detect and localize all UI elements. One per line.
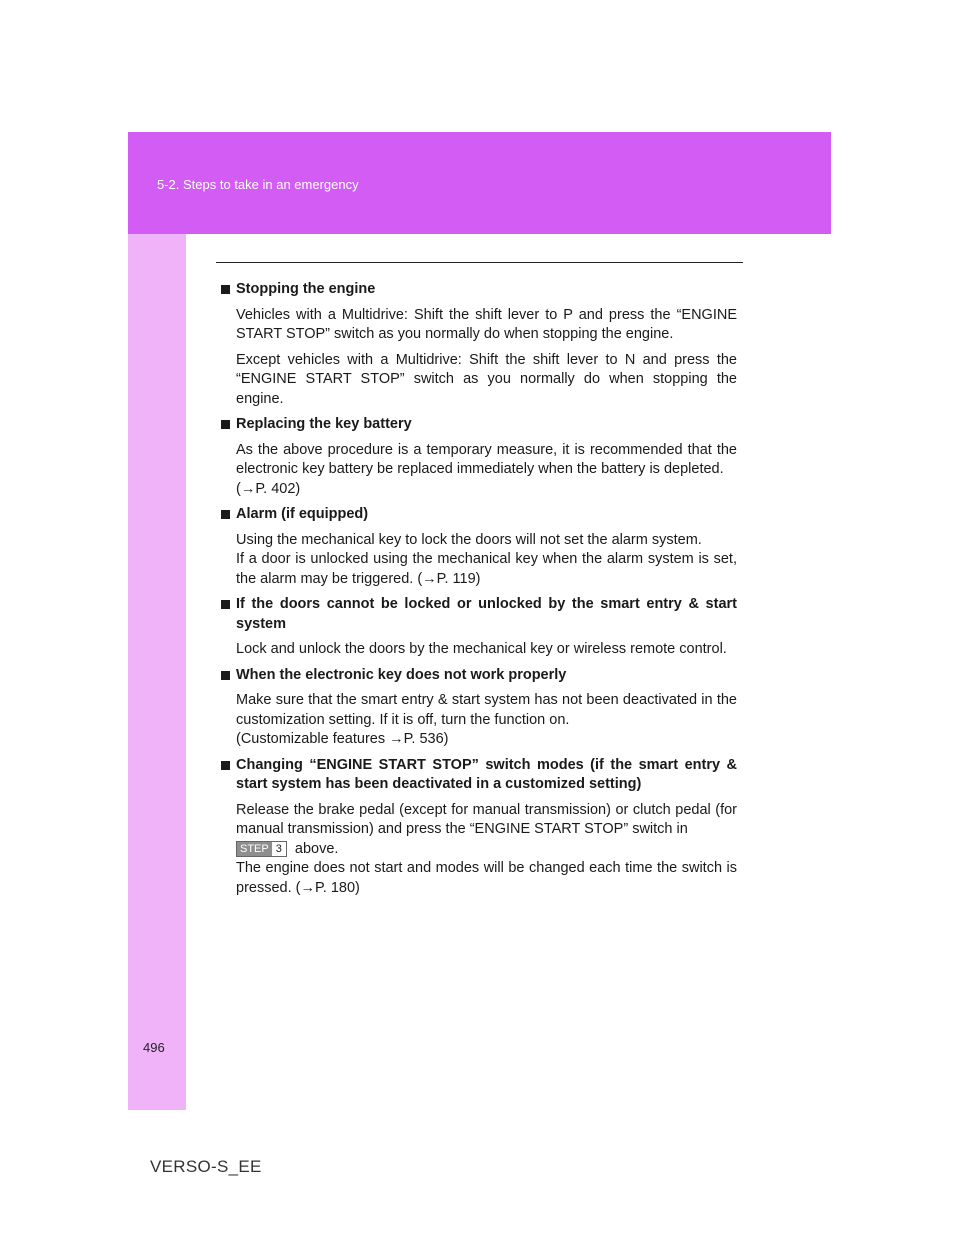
square-bullet-icon [221,420,230,429]
heading-text: When the electronic key does not work properly [236,666,567,683]
heading-text: Replacing the key battery [236,416,412,432]
square-bullet-icon [221,285,230,294]
paragraph: Except vehicles with a Multidrive: Shift the shift lever to N and press the “ENGINE START STOP” switch as you normally do when stopping the engine. [236,351,737,407]
paragraph: Using the mechanical key to lock the doors will not set the alarm system. [236,531,702,548]
square-bullet-icon [221,761,230,770]
item-alarm [221,505,737,589]
heading-text: Changing “ENGINE START STOP” switch modes (if the smart entry & start system has been deactivated in a customized setting) [236,756,737,792]
step-badge [236,841,287,857]
heading-text: Stopping the engine [236,281,376,297]
item-stopping-engine [221,280,737,409]
side-margin-band [128,234,186,1110]
page-reference: (Customizable features →P. 536) [236,731,449,747]
footer-code: VERSO-S_EE [150,1157,262,1176]
item-heading [221,666,737,686]
item-heading [221,505,737,525]
after-badge-text: above. [294,840,339,857]
content-body [221,280,737,904]
item-heading [221,415,737,435]
square-bullet-icon [221,671,230,680]
square-bullet-icon [221,600,230,609]
heading-text: Alarm (if equipped) [236,506,369,522]
item-replacing-key-battery [221,415,737,499]
paragraph: Lock and unlock the doors by the mechanical key or wireless remote control. [236,641,727,657]
item-heading [221,280,737,300]
top-divider [216,262,743,263]
item-heading [221,595,737,634]
page-reference: (→P. 402) [236,480,301,497]
heading-text: If the doors cannot be locked or unlocked by the smart entry & start system [236,596,737,632]
paragraph: If a door is unlocked using the mechanical key when the alarm system is set, the alarm may be triggered. (→P. 119) [236,551,737,587]
paragraph: As the above procedure is a temporary measure, it is recommended that the electronic key battery be replaced immediately when the battery is depleted. [236,441,737,477]
item-changing-modes [221,756,737,899]
page-number: 496 [143,1040,165,1055]
step-word: STEP [237,842,272,856]
step-number: 3 [275,842,282,855]
paragraph: The engine does not start and modes will be changed each time the switch is pressed. (→P. 180) [236,860,737,896]
item-electronic-key [221,666,737,750]
paragraph: Vehicles with a Multidrive: Shift the shift lever to P and press the “ENGINE START STOP” switch as you normally do when stopping the engine. [236,306,737,342]
item-doors-cannot-lock [221,595,737,660]
section-title: 5-2. Steps to take in an emergency [157,177,359,192]
square-bullet-icon [221,510,230,519]
paragraph [236,801,737,860]
item-heading [221,756,737,795]
paragraph: Make sure that the smart entry & start system has not been deactivated in the customization setting. If it is off, turn the function on. [236,692,737,728]
paragraph-text: Release the brake pedal (except for manual transmission) or clutch pedal (for manual transmission) and press the “ENGINE START STOP” switch in [236,801,737,837]
